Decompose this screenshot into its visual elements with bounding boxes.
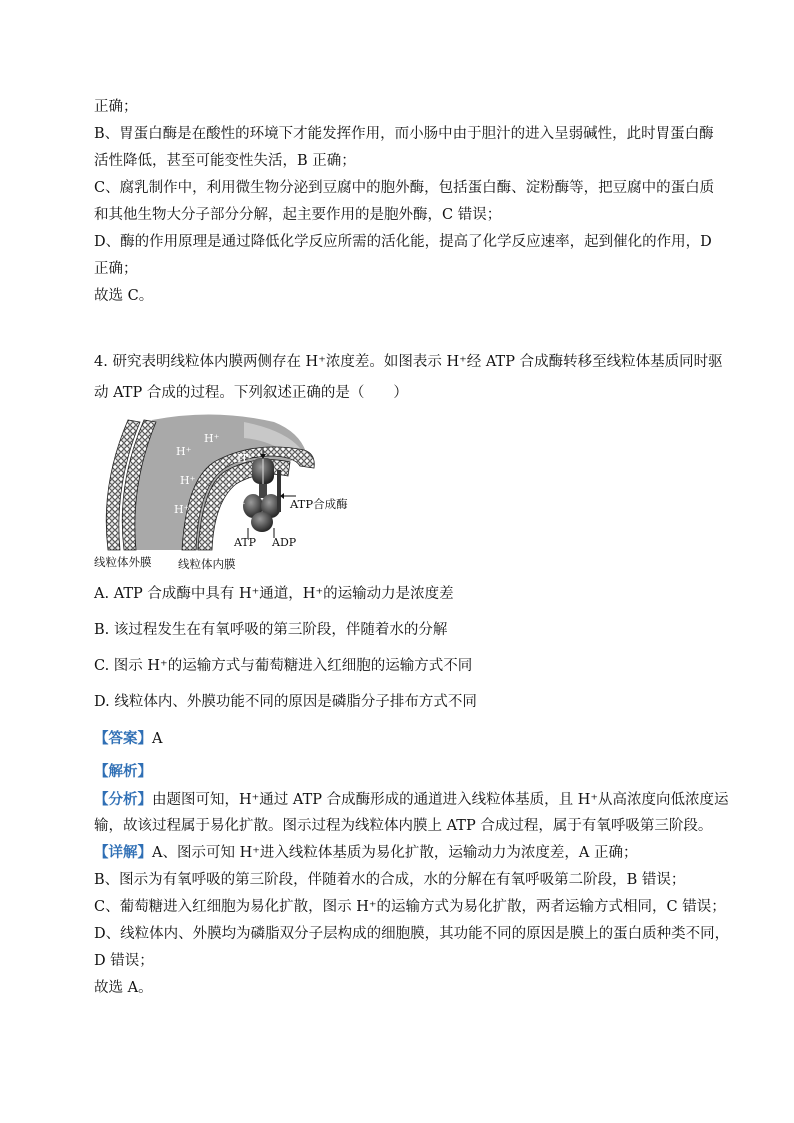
adp-label: ADP	[272, 536, 297, 549]
prev-text-line: D、酶的作用原理是通过降低化学反应所需的活化能，提高了化学反应速率，起到催化的作用，D	[94, 234, 712, 250]
prev-text-line: 正确；	[94, 99, 138, 115]
prev-text-line: 活性降低，甚至可能变性失活，B 正确；	[94, 153, 356, 169]
prev-text-line: B、胃蛋白酶是在酸性的环境下才能发挥作用，而小肠中由于胆汁的进入呈弱碱性，此时胃蛋白酶	[94, 126, 714, 142]
inner-membrane-label: 线粒体内膜	[178, 557, 236, 570]
analysis-xiangjie-line: B、图示为有氧呼吸的第三阶段，伴随着水的合成，水的分解在有氧呼吸第二阶段，B 错误；	[94, 872, 686, 888]
fenxi-text: 由题图可知，H⁺通过 ATP 合成酶形成的通道进入线粒体基质，且 H⁺从高浓度向低浓度运	[152, 792, 729, 808]
question-stem-line: 动 ATP 合成的过程。下列叙述正确的是（ ）	[94, 385, 408, 401]
analysis-fenxi-line	[94, 790, 729, 810]
prev-text-line: 故选 C。	[94, 288, 154, 304]
xiangjie-text: A、图示可知 H⁺进入线粒体基质为易化扩散，运输动力为浓度差，A 正确；	[152, 845, 638, 861]
analysis-xiangjie-line: 故选 A。	[94, 980, 153, 996]
proton-label: H⁺	[176, 445, 192, 458]
proton-label: H⁺	[174, 503, 190, 516]
analysis-xiangjie-line: C、葡萄糖进入红细胞为易化扩散，图示 H⁺的运输方式为易化扩散，两者运输方式相同，C 错误；	[94, 899, 726, 915]
analysis-xiangjie-line: D 错误；	[94, 953, 154, 969]
analysis-fenxi-line: 输，故该过程属于易化扩散。图示过程为线粒体内膜上 ATP 合成过程，属于有氧呼吸第三阶段。	[94, 818, 713, 834]
prev-text-line: C、腐乳制作中，利用微生物分泌到豆腐中的胞外酶，包括蛋白酶、淀粉酶等，把豆腐中的蛋白质	[94, 180, 715, 196]
prev-text-line: 和其他生物大分子部分分解，起主要作用的是胞外酶，C 错误；	[94, 207, 502, 223]
proton-label: H⁺	[237, 452, 253, 465]
mitochondria-atp-synthase-diagram	[94, 410, 394, 570]
answer-value: A	[152, 731, 163, 747]
analysis-heading: 【解析】	[94, 763, 152, 780]
prev-text-line: 正确；	[94, 261, 138, 277]
proton-label: H⁺	[180, 474, 196, 487]
question-stem-line: 4. 研究表明线粒体内膜两侧存在 H⁺浓度差。如图表示 H⁺经 ATP 合成酶转移至线粒体基质同时驱	[94, 354, 723, 370]
proton-label: H⁺	[230, 499, 246, 512]
answer-label: 【答案】	[94, 730, 152, 747]
option-c: C. 图示 H⁺的运输方式与葡萄糖进入红细胞的运输方式不同	[94, 658, 473, 674]
proton-label: H⁺	[204, 432, 220, 445]
xiangjie-label: 【详解】	[94, 844, 152, 861]
option-a: A. ATP 合成酶中具有 H⁺通道，H⁺的运输动力是浓度差	[94, 586, 454, 602]
atp-synthase-label: ATP合成酶	[290, 497, 348, 511]
option-d: D. 线粒体内、外膜功能不同的原因是磷脂分子排布方式不同	[94, 694, 477, 710]
outer-membrane-label: 线粒体外膜	[94, 555, 152, 569]
option-b: B. 该过程发生在有氧呼吸的第三阶段，伴随着水的分解	[94, 622, 448, 638]
analysis-xiangjie-line	[94, 843, 637, 863]
fenxi-label: 【分析】	[94, 791, 152, 808]
analysis-xiangjie-line: D、线粒体内、外膜均为磷脂双分子层构成的细胞膜，其功能不同的原因是膜上的蛋白质种类不同，	[94, 926, 730, 942]
atp-label: ATP	[234, 536, 257, 549]
answer-line	[94, 729, 162, 749]
